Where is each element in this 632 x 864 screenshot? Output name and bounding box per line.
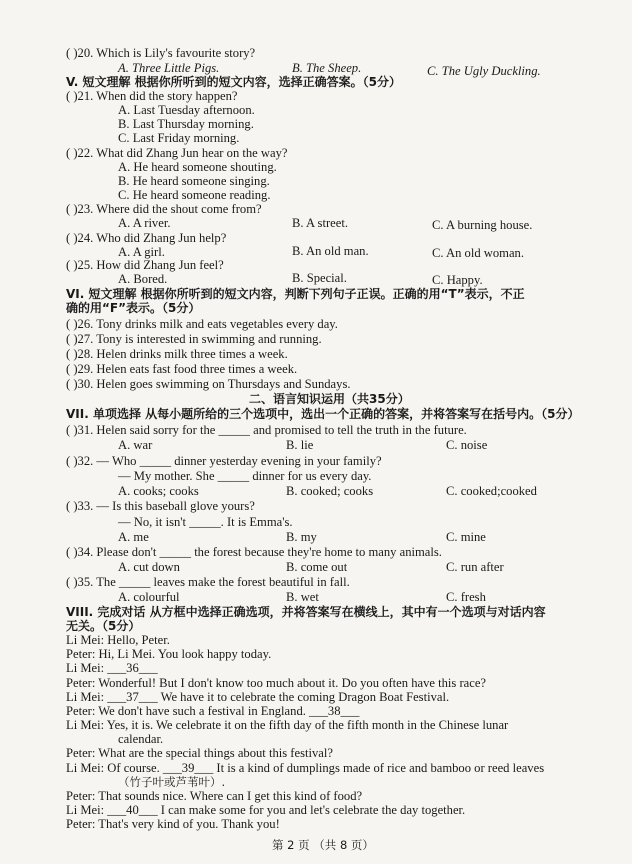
- text-line: Peter: Wonderful! But I don't know too much about it. Do you often have this race?: [66, 676, 487, 690]
- section-heading: 确的用“F”表示。（5分）: [66, 301, 201, 315]
- text-line: Peter: That's very kind of you. Thank you!: [66, 817, 280, 831]
- text-line: B. A street.: [292, 216, 348, 230]
- text-line: ( )30. Helen goes swimming on Thursdays and Sundays.: [66, 377, 351, 391]
- text-line: calendar.: [118, 732, 164, 746]
- text-line: ( )32. — Who _____ dinner yesterday evening in your family?: [66, 454, 382, 468]
- text-line: ( )34. Please don't _____ the forest because they're home to many animals.: [66, 545, 442, 559]
- text-line: C. The Ugly Duckling.: [427, 64, 541, 78]
- text-line: A. cut down: [118, 560, 180, 574]
- section-heading: VII. 单项选择 从每小题所给的三个选项中，选出一个正确的答案，并将答案写在括号内。（5分）: [66, 407, 580, 421]
- text-line: ( )26. Tony drinks milk and eats vegetables every day.: [66, 317, 338, 331]
- text-line: ( )33. — Is this baseball glove yours?: [66, 499, 255, 513]
- section-heading: VI. 短文理解 根据你所听到的短文内容，判断下列句子正误。正确的用“T”表示，不正: [66, 287, 525, 301]
- text-line: — No, it isn't _____. It is Emma's.: [118, 515, 293, 529]
- text-line: B. my: [286, 530, 317, 544]
- text-line: C. An old woman.: [432, 246, 525, 260]
- text-line: C. cooked;cooked: [446, 484, 537, 498]
- text-line: B. An old man.: [292, 244, 369, 258]
- section-heading: 二、语言知识运用（共35分）: [249, 392, 410, 406]
- text-line: A. Three Little Pigs.: [118, 61, 220, 75]
- text-line: Peter: That sounds nice. Where can I get this kind of food?: [66, 789, 363, 803]
- text-line: 第 2 页 （共 8 页）: [272, 838, 374, 852]
- section-heading: V. 短文理解 根据你所听到的短文内容，选择正确答案。（5分）: [66, 75, 402, 89]
- text-line: B. He heard someone singing.: [118, 174, 270, 188]
- text-line: C. He heard someone reading.: [118, 188, 271, 202]
- text-line: ( )25. How did Zhang Jun feel?: [66, 258, 224, 272]
- text-line: C. Last Friday morning.: [118, 131, 240, 145]
- text-line: Li Mei: Of course. ___39___ It is a kind of dumplings made of rice and bamboo or reed leaves: [66, 761, 545, 775]
- text-line: B. come out: [286, 560, 348, 574]
- text-line: Li Mei: ___36___: [66, 661, 158, 675]
- text-line: B. cooked; cooks: [286, 484, 374, 498]
- text-line: （竹子叶或芦苇叶）.: [118, 775, 226, 789]
- text-line: A. Bored.: [118, 272, 168, 286]
- text-line: A. me: [118, 530, 149, 544]
- text-line: B. wet: [286, 590, 319, 604]
- text-line: C. run after: [446, 560, 504, 574]
- text-line: A. colourful: [118, 590, 180, 604]
- text-line: ( )24. Who did Zhang Jun help?: [66, 231, 227, 245]
- text-line: C. fresh: [446, 590, 486, 604]
- text-line: ( )28. Helen drinks milk three times a week.: [66, 347, 288, 361]
- section-heading: VIII. 完成对话 从方框中选择正确选项，并将答案写在横线上，其中有一个选项与对话内容: [66, 605, 546, 619]
- text-line: C. A burning house.: [432, 218, 533, 232]
- text-line: Peter: We don't have such a festival in England. ___38___: [66, 704, 360, 718]
- text-line: Li Mei: ___40___ I can make some for you and let's celebrate the day together.: [66, 803, 466, 817]
- text-line: ( )29. Helen eats fast food three times a week.: [66, 362, 298, 376]
- text-line: C. noise: [446, 438, 488, 452]
- text-line: ( )31. Helen said sorry for the _____ and promised to tell the truth in the future.: [66, 423, 467, 437]
- text-line: Li Mei: ___37___ We have it to celebrate the coming Dragon Boat Festival.: [66, 690, 450, 704]
- text-line: — My mother. She _____ dinner for us every day.: [118, 469, 372, 483]
- text-line: Li Mei: Yes, it is. We celebrate it on the fifth day of the fifth month in the Chinese lunar: [66, 718, 509, 732]
- text-line: ( )20. Which is Lily's favourite story?: [66, 46, 256, 60]
- text-line: ( )27. Tony is interested in swimming and running.: [66, 332, 322, 346]
- text-line: A. war: [118, 438, 153, 452]
- text-line: ( )35. The _____ leaves make the forest beautiful in fall.: [66, 575, 350, 589]
- text-line: Peter: What are the special things about this festival?: [66, 746, 333, 760]
- text-line: C. mine: [446, 530, 486, 544]
- text-line: B. Last Thursday morning.: [118, 117, 254, 131]
- text-line: ( )22. What did Zhang Jun hear on the way?: [66, 146, 288, 160]
- text-line: ( )21. When did the story happen?: [66, 89, 238, 103]
- text-line: A. He heard someone shouting.: [118, 160, 277, 174]
- text-line: B. Special.: [292, 271, 347, 285]
- text-line: B. The Sheep.: [292, 61, 362, 75]
- text-line: A. Last Tuesday afternoon.: [118, 103, 255, 117]
- text-line: A. A river.: [118, 216, 171, 230]
- text-line: C. Happy.: [432, 273, 483, 287]
- section-heading: 无关。（5分）: [66, 619, 141, 633]
- text-line: B. lie: [286, 438, 314, 452]
- text-line: Peter: Hi, Li Mei. You look happy today.: [66, 647, 272, 661]
- text-line: A. A girl.: [118, 245, 165, 259]
- text-line: Li Mei: Hello, Peter.: [66, 633, 170, 647]
- text-line: A. cooks; cooks: [118, 484, 199, 498]
- text-line: ( )23. Where did the shout come from?: [66, 202, 262, 216]
